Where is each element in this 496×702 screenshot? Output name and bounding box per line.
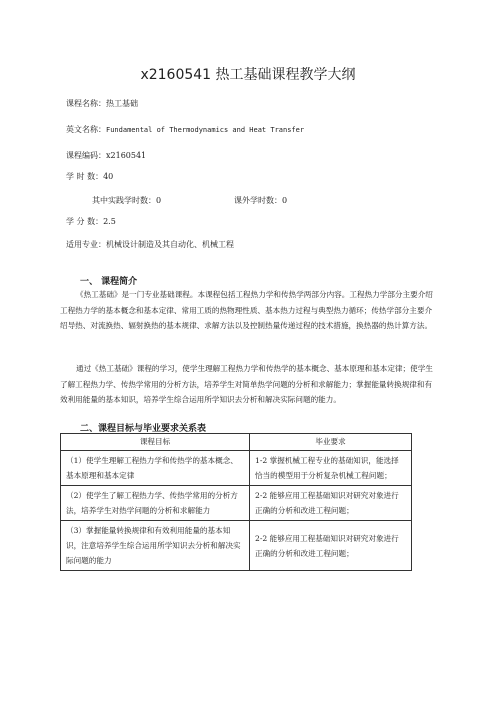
section1-heading: 一、 课程简介 bbox=[80, 277, 138, 287]
major-label: 适用专业： bbox=[66, 240, 106, 249]
credit-value: 2.5 bbox=[103, 217, 116, 226]
table-row bbox=[61, 521, 412, 571]
course-code-value: x2160541 bbox=[106, 151, 147, 160]
requirement-cell: 2-2 能够应用工程基础知识对研究对象进行正确的分析和改进工程问题； bbox=[250, 486, 412, 521]
requirement-cell: 1-2 掌握机械工程专业的基础知识，能选择恰当的模型用于分析复杂机械工程问题； bbox=[250, 451, 412, 486]
objectives-requirements-table bbox=[60, 433, 412, 571]
extra-hours-line bbox=[234, 196, 287, 206]
course-code-label: 课程编码： bbox=[66, 151, 106, 160]
practice-hours-line bbox=[92, 196, 161, 206]
objective-cell: （2）使学生了解工程热力学、传热学常用的分析方法，培养学生对热学问题的分析和求解能力 bbox=[61, 486, 250, 521]
table-header-row bbox=[61, 434, 412, 451]
english-name-label: 英文名称： bbox=[66, 125, 106, 134]
english-name-line bbox=[66, 125, 304, 135]
practice-hours-value: 0 bbox=[156, 196, 162, 205]
credit-label: 学 分 数： bbox=[66, 217, 104, 226]
course-name-value: 热工基础 bbox=[106, 99, 138, 108]
course-name-label: 课程名称： bbox=[66, 99, 106, 108]
objective-cell: （3）掌握能量转换规律和有效利用能量的基本知识，注意培养学生综合运用所学知识去分析和解决实际问题的能力 bbox=[61, 521, 250, 571]
header-graduation-requirement: 毕业要求 bbox=[250, 434, 412, 451]
header-course-objective: 课程目标 bbox=[61, 434, 250, 451]
course-name-line bbox=[66, 99, 138, 109]
major-line bbox=[66, 240, 234, 250]
hours-value: 40 bbox=[103, 172, 114, 181]
requirement-cell: 2-2 能够应用工程基础知识对研究对象进行正确的分析和改进工程问题； bbox=[250, 521, 412, 571]
table-row bbox=[61, 451, 412, 486]
table-row bbox=[61, 486, 412, 521]
document-title: x2160541 热工基础课程教学大纲 bbox=[140, 67, 356, 83]
major-value: 机械设计制造及其自动化、机械工程 bbox=[106, 240, 234, 249]
extra-hours-value: 0 bbox=[282, 196, 288, 205]
course-code-line bbox=[66, 151, 146, 161]
english-name-value: Fundamental of Thermodynamics and Heat Transfer bbox=[106, 126, 305, 134]
intro-paragraph-2: 通过《热工基础》课程的学习，使学生理解工程热力学和传热学的基本概念、基本原理和基本定律；使学生了解工程热力学、传热学常用的分析方法，培养学生对简单热学问题的分析和求解能力；掌握能量转换规律和有效利用能量的基本知识，培养学生综合运用所学知识去分析和解决实际问题的能力。 bbox=[60, 364, 433, 404]
credit-line bbox=[66, 217, 116, 227]
intro-paragraph-1: 《热工基础》是一门专业基础课程。本课程包括工程热力学和传热学两部分内容。工程热力学部分主要介绍工程热力学的基本概念和基本定律、常用工质的热物理性质、基本热力过程与典型热力循环；传热学部分主要介绍导热、对流换热、辐射换热的基本规律、求解方法以及控制热量传递过程的技术措施，换热器的热计算方法。 bbox=[60, 290, 433, 330]
hours-label: 学 时 数： bbox=[66, 172, 104, 181]
extra-hours-label: 课外学时数： bbox=[234, 196, 282, 205]
practice-hours-label: 其中实践学时数： bbox=[92, 196, 156, 205]
hours-line bbox=[66, 172, 113, 182]
section2-heading: 二、课程目标与毕业要求关系表 bbox=[80, 424, 207, 434]
objective-cell: （1）使学生理解工程热力学和传热学的基本概念、基本原理和基本定律 bbox=[61, 451, 250, 486]
